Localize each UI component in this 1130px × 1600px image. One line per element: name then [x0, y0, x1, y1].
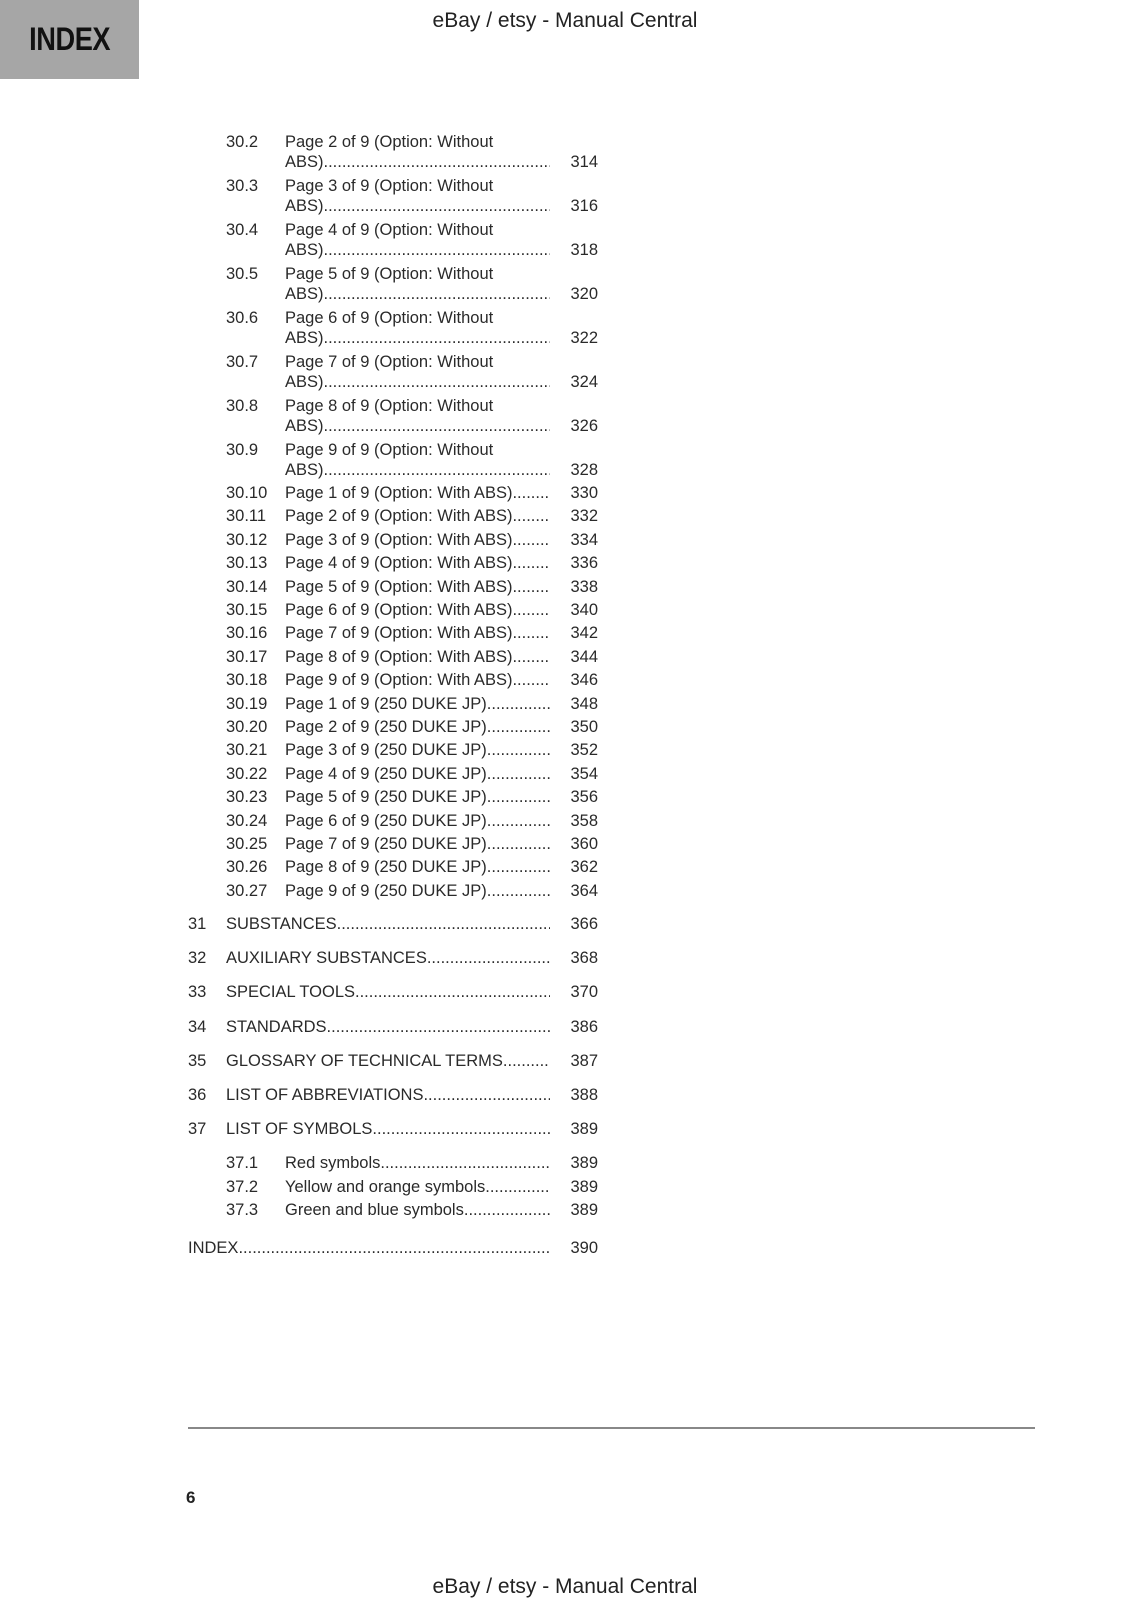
entry-title: LIST OF SYMBOLS [226, 1120, 373, 1139]
entry-number: 30.6 [226, 309, 259, 327]
entry-title: Red symbols [285, 1154, 381, 1172]
entry-title: Page 5 of 9 (250 DUKE JP) [285, 788, 487, 807]
toc-entry[interactable] [188, 176, 598, 216]
toc-entry[interactable] [188, 440, 598, 480]
dot-leader [512, 506, 550, 526]
dot-leader [324, 328, 550, 348]
entry-number: 30.20 [226, 718, 268, 736]
entry-number: 30.24 [226, 811, 268, 830]
entry-page: 336 [570, 554, 598, 573]
entry-title: Page 4 of 9 (250 DUKE JP) [285, 764, 487, 783]
entry-title: Page 7 of 9 (Option: With ABS) [285, 624, 513, 643]
dot-leader [372, 1119, 550, 1139]
entry-number: 30.2 [226, 133, 259, 151]
entry-page: 368 [570, 949, 598, 968]
entry-title-cont [285, 152, 598, 172]
dot-leader [487, 787, 550, 807]
entry-page: 334 [570, 530, 598, 549]
entry-title: Page 8 of 9 (Option: Without [285, 397, 494, 415]
entry-title: Page 6 of 9 (250 DUKE JP) [285, 811, 487, 830]
entry-title-wrap [285, 600, 598, 620]
entry-number: 30.12 [226, 530, 268, 549]
entry-number: 30.4 [226, 221, 259, 239]
entry-title-wrap [285, 764, 598, 784]
dot-leader [487, 694, 550, 714]
footer-rule [188, 1427, 1035, 1429]
toc-entry[interactable] [188, 220, 598, 260]
entry-page: 318 [570, 241, 598, 259]
entry-title-wrap [226, 1051, 598, 1071]
entry-number: 30.15 [226, 601, 268, 619]
dot-leader [485, 1177, 550, 1197]
entry-title-wrap [285, 670, 598, 690]
entry-title: LIST OF ABBREVIATIONS [226, 1086, 424, 1104]
dot-leader [487, 740, 550, 760]
entry-title-wrap [285, 834, 598, 854]
dot-leader [324, 416, 550, 436]
entry-title-cont [285, 196, 598, 216]
entry-title: Page 4 of 9 (Option: Without [285, 221, 494, 239]
entry-number: 30.14 [226, 577, 268, 596]
dot-leader [380, 1153, 550, 1173]
entry-title-wrap [226, 982, 598, 1002]
entry-number: 30.17 [226, 647, 268, 666]
entry-title-wrap [285, 881, 598, 901]
entry-title-wrap [285, 506, 598, 526]
entry-title: SUBSTANCES [226, 915, 337, 933]
entry-title-wrap [226, 948, 598, 968]
entry-number: 31 [188, 915, 207, 933]
entry-page: 389 [570, 1201, 598, 1219]
entry-page: 352 [570, 741, 598, 760]
entry-page: 320 [570, 285, 598, 303]
entry-page: 314 [570, 153, 598, 171]
entry-number: 30.19 [226, 694, 268, 713]
toc-entry[interactable] [188, 308, 598, 348]
dot-leader [324, 372, 550, 392]
dot-leader [512, 670, 550, 690]
dot-leader [503, 1051, 550, 1071]
entry-page: 326 [570, 417, 598, 435]
entry-page: 346 [570, 671, 598, 690]
entry-title-wrap [285, 1177, 598, 1197]
toc-entry[interactable] [188, 396, 598, 436]
entry-number: 30.22 [226, 764, 268, 783]
entry-page: 360 [570, 835, 598, 853]
entry-number: 30.16 [226, 624, 268, 643]
entry-page: 364 [570, 881, 598, 900]
entry-title: Page 7 of 9 (250 DUKE JP) [285, 835, 487, 853]
entry-title-wrap [226, 1119, 598, 1139]
entry-title-wrap [285, 553, 598, 573]
section-tab-label: INDEX [28, 21, 110, 57]
entry-title-cont [285, 416, 598, 436]
entry-title-wrap [226, 1085, 598, 1105]
entry-page: 338 [570, 577, 598, 596]
entry-title-line2: ABS) [285, 197, 324, 215]
entry-title-wrap [285, 623, 598, 643]
entry-number: 30.5 [226, 265, 259, 283]
entry-title: Page 9 of 9 (250 DUKE JP) [285, 881, 487, 900]
dot-leader [327, 1017, 550, 1037]
entry-title-wrap [285, 811, 598, 831]
entry-page: 366 [570, 915, 598, 933]
entry-title: STANDARDS [226, 1017, 327, 1036]
entry-title-cont [285, 372, 598, 392]
entry-page: 330 [570, 484, 598, 502]
entry-title-cont [285, 284, 598, 304]
entry-number: 30.7 [226, 353, 259, 371]
dot-leader [324, 240, 550, 260]
entry-page: 332 [570, 507, 598, 526]
entry-title: Page 2 of 9 (Option: With ABS) [285, 507, 513, 526]
entry-page: 324 [570, 373, 598, 391]
entry-number: 33 [188, 983, 207, 1002]
dot-leader [355, 982, 550, 1002]
dot-leader [324, 196, 550, 216]
entry-number: 36 [188, 1086, 207, 1104]
entry-title-wrap [285, 577, 598, 597]
dot-leader [512, 483, 550, 503]
entry-title-wrap [285, 694, 598, 714]
entry-page: 348 [570, 694, 598, 713]
dot-leader [512, 577, 550, 597]
entry-number: 35 [188, 1051, 207, 1070]
entry-title: Page 6 of 9 (Option: With ABS) [285, 601, 513, 619]
entry-title-wrap [285, 787, 598, 807]
entry-page: 316 [570, 197, 598, 215]
entry-page: 388 [570, 1086, 598, 1104]
entry-title: Page 9 of 9 (Option: With ABS) [285, 671, 513, 690]
dot-leader [487, 834, 550, 854]
entry-number: 30.18 [226, 671, 268, 690]
dot-leader [337, 914, 550, 934]
dot-leader [512, 623, 550, 643]
entry-number: 37.1 [226, 1154, 259, 1172]
entry-page: 389 [570, 1177, 598, 1196]
entry-title: Page 2 of 9 (250 DUKE JP) [285, 718, 487, 736]
entry-page: 389 [570, 1154, 598, 1172]
dot-leader [487, 811, 550, 831]
dot-leader [512, 647, 550, 667]
entry-number: 37 [188, 1120, 207, 1139]
entry-number: 34 [188, 1017, 207, 1036]
entry-title: Page 9 of 9 (Option: Without [285, 441, 494, 459]
entry-page: 322 [570, 329, 598, 347]
header-text: eBay / etsy - Manual Central [432, 9, 698, 32]
entry-title: Page 5 of 9 (Option: With ABS) [285, 577, 513, 596]
entry-number: 37.2 [226, 1177, 259, 1196]
dot-leader [487, 764, 550, 784]
entry-title: Page 7 of 9 (Option: Without [285, 353, 494, 371]
entry-page: 340 [570, 601, 598, 619]
entry-number: 30.10 [226, 484, 268, 502]
entry-number: 30.3 [226, 177, 259, 195]
toc-entry[interactable] [188, 264, 598, 304]
entry-title-line2: ABS) [285, 461, 324, 479]
entry-page: 370 [570, 983, 598, 1002]
entry-title-cont [285, 328, 598, 348]
entry-title: Page 5 of 9 (Option: Without [285, 265, 494, 283]
entry-title: Page 1 of 9 (250 DUKE JP) [285, 694, 487, 713]
dot-leader [487, 857, 550, 877]
entry-page: 362 [570, 858, 598, 877]
entry-number: 30.27 [226, 881, 268, 900]
entry-title-wrap [285, 740, 598, 760]
entry-title: Page 1 of 9 (Option: With ABS) [285, 484, 513, 502]
entry-title: Green and blue symbols [285, 1201, 464, 1219]
entry-page: 342 [570, 624, 598, 643]
entry-number: 30.13 [226, 554, 268, 573]
entry-page: 387 [570, 1051, 598, 1070]
dot-leader [324, 152, 550, 172]
entry-page: 328 [570, 461, 598, 479]
entry-number: 30.11 [226, 507, 267, 526]
dot-leader [324, 460, 550, 480]
toc-entry[interactable] [188, 132, 598, 172]
entry-title-wrap [285, 647, 598, 667]
entry-title: Page 8 of 9 (Option: With ABS) [285, 647, 513, 666]
entry-number: 30.9 [226, 441, 259, 459]
entry-title: Page 8 of 9 (250 DUKE JP) [285, 858, 487, 877]
entry-number: 30.21 [226, 741, 268, 760]
entry-title: Page 6 of 9 (Option: Without [285, 309, 494, 327]
entry-title: Page 3 of 9 (Option: With ABS) [285, 530, 513, 549]
dot-leader [487, 717, 550, 737]
entry-page: 389 [570, 1120, 598, 1139]
entry-title: Yellow and orange symbols [285, 1177, 486, 1196]
entry-page: 354 [570, 764, 598, 783]
entry-title: Page 3 of 9 (Option: Without [285, 177, 494, 195]
footer-text: eBay / etsy - Manual Central [432, 1575, 698, 1598]
entry-title-cont [285, 460, 598, 480]
toc-entry[interactable] [188, 352, 598, 392]
entry-title-wrap [226, 1017, 598, 1037]
dot-leader [464, 1200, 550, 1220]
entry-title-line2: ABS) [285, 153, 324, 171]
entry-title-line2: ABS) [285, 285, 324, 303]
entry-title: Page 4 of 9 (Option: With ABS) [285, 554, 513, 573]
entry-number: 30.25 [226, 835, 268, 853]
entry-title-wrap [285, 483, 598, 503]
entry-title: Page 3 of 9 (250 DUKE JP) [285, 741, 487, 760]
entry-page: 386 [570, 1017, 598, 1036]
entry-title: AUXILIARY SUBSTANCES [226, 949, 427, 968]
dot-leader [238, 1238, 550, 1258]
entry-title-wrap [188, 1238, 598, 1258]
entry-number: 30.23 [226, 788, 268, 807]
dot-leader [512, 530, 550, 550]
dot-leader [427, 948, 550, 968]
entry-number: 30.8 [226, 397, 259, 415]
entry-page: 350 [570, 718, 598, 736]
dot-leader [487, 881, 550, 901]
entry-title-wrap [226, 914, 598, 934]
entry-number: 32 [188, 949, 207, 968]
entry-title-wrap [285, 1200, 598, 1220]
entry-title: INDEX [188, 1239, 239, 1257]
entry-title-wrap [285, 857, 598, 877]
dot-leader [512, 600, 550, 620]
entry-title-wrap [285, 1153, 598, 1173]
page-number: 6 [186, 1488, 196, 1507]
entry-page: 358 [570, 811, 598, 830]
entry-title-line2: ABS) [285, 329, 324, 347]
entry-number: 37.3 [226, 1201, 259, 1219]
entry-title-line2: ABS) [285, 373, 324, 391]
entry-title: GLOSSARY OF TECHNICAL TERMS [226, 1051, 503, 1070]
entry-title-wrap [285, 717, 598, 737]
entry-title-line2: ABS) [285, 241, 324, 259]
entry-page: 344 [570, 647, 598, 666]
entry-title: SPECIAL TOOLS [226, 983, 356, 1002]
entry-title-line2: ABS) [285, 417, 324, 435]
dot-leader [512, 553, 550, 573]
entry-page: 390 [570, 1239, 598, 1257]
dot-leader [423, 1085, 550, 1105]
entry-title-wrap [285, 530, 598, 550]
entry-number: 30.26 [226, 858, 268, 877]
entry-title-cont [285, 240, 598, 260]
entry-title: Page 2 of 9 (Option: Without [285, 133, 494, 151]
entry-page: 356 [570, 788, 598, 807]
dot-leader [324, 284, 550, 304]
